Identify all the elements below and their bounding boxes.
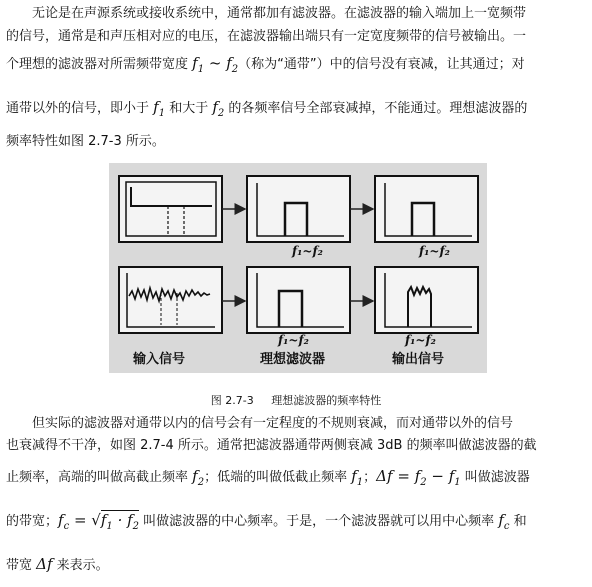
p2-line-5-text-b: 来表示。 <box>52 558 109 573</box>
p2-line-5 <box>6 554 109 573</box>
p2-line-3-text-d: 叫做滤波器 <box>460 470 530 485</box>
p1-line-3-text-a: 个理想的滤波器对所需频带宽度 <box>6 57 193 72</box>
caption-number: 图 2.7-3 <box>210 394 254 407</box>
p1-line-4-text-a: 通带以外的信号，即小于 <box>6 101 154 116</box>
math-fc: $f_c$ <box>498 511 510 532</box>
p2-line-3-text-c: ； <box>363 470 377 485</box>
p1-line-4-text-b: 和大于 <box>165 101 213 116</box>
p1-line-2 <box>6 25 526 44</box>
band-label-output-row1: f₁~f₂ <box>419 244 450 258</box>
band-label-output-row2: f₁~f₂ <box>405 333 436 347</box>
p2-line-3 <box>6 466 530 488</box>
math-delta-f: Δf <box>36 555 53 573</box>
p1-line-5-text: 频率特性如图 2.7-3 所示。 <box>6 134 165 149</box>
p1-line-3-text-b: （称为“通带”）中的信号没有衰减，让其通过；对 <box>238 57 525 72</box>
math-f2: $f_2$ <box>212 98 225 119</box>
p1-line-3 <box>6 53 525 75</box>
math-f1: $f_1$ <box>153 98 166 119</box>
figure-ideal-filter <box>109 163 487 373</box>
p2-line-2 <box>6 434 537 453</box>
p1-line-5 <box>6 130 165 149</box>
math-center-freq-eq: $f_c = √f_1 \cdot f_2$ <box>58 511 140 532</box>
math-bandwidth-eq: $\Delta f = f_2 - f_1$ <box>376 467 461 488</box>
caption-title: 理想滤波器的频率特性 <box>271 394 382 407</box>
p2-line-4-text-c: 和 <box>509 514 527 529</box>
math-f1-f2-range: $f_1$ ~ $f_2$ <box>192 54 239 75</box>
panel-input-spectrum-row2 <box>119 267 222 333</box>
figure-caption <box>0 392 592 408</box>
panel-input-spectrum-row1 <box>119 176 222 242</box>
p1-line-2-text: 的信号，通常是和声压相对应的电压，在滤波器输出端只有一定宽度频带的信号被输出。一 <box>6 29 527 44</box>
math-f1-low: $f_1$ <box>351 467 364 488</box>
p2-line-4 <box>6 510 527 532</box>
p2-line-1-text: 但实际的滤波器对通带以内的信号会有一定程度的不规则衰减，而对通带以外的信号 <box>32 416 514 431</box>
p2-line-1 <box>6 412 513 431</box>
panel-output-spectrum-row2 <box>375 267 478 333</box>
p1-line-4 <box>6 97 527 119</box>
p2-line-4-text-a: 的带宽； <box>6 514 59 529</box>
panel-output-spectrum-row1 <box>375 176 478 242</box>
p1-line-4-text-c: 的各频率信号全部衰减掉，不能通过。理想滤波器的 <box>224 101 528 116</box>
p1-line-1-text: 无论是在声源系统或接收系统中，通常都加有滤波器。在滤波器的输入端加上一宽频带 <box>32 6 527 21</box>
band-label-filter-row1: f₁~f₂ <box>292 244 323 258</box>
label-output-signal: 输出信号 <box>392 352 445 367</box>
p2-line-3-text-a: 止频率，高端的叫做高截止频率 <box>6 470 193 485</box>
p2-line-2-text: 也衰减得不干净，如图 2.7-4 所示。通常把滤波器通带两侧衰减 3dB 的频率叫做滤波器的截 <box>6 438 537 453</box>
p2-line-3-text-b: ；低端的叫做低截止频率 <box>204 470 352 485</box>
panel-filter-response-row1 <box>247 176 350 242</box>
p2-line-4-text-b: 叫做滤波器的中心频率。于是，一个滤波器就可以用中心频率 <box>139 514 499 529</box>
label-input-signal: 输入信号 <box>133 352 186 367</box>
band-label-filter-row2: f₁~f₂ <box>278 333 309 347</box>
panel-filter-response-row2 <box>247 267 350 333</box>
p2-line-5-text-a: 带宽 <box>6 558 37 573</box>
math-f2-high: $f_2$ <box>192 467 205 488</box>
p1-line-1 <box>6 2 526 21</box>
label-ideal-filter: 理想滤波器 <box>260 352 326 367</box>
